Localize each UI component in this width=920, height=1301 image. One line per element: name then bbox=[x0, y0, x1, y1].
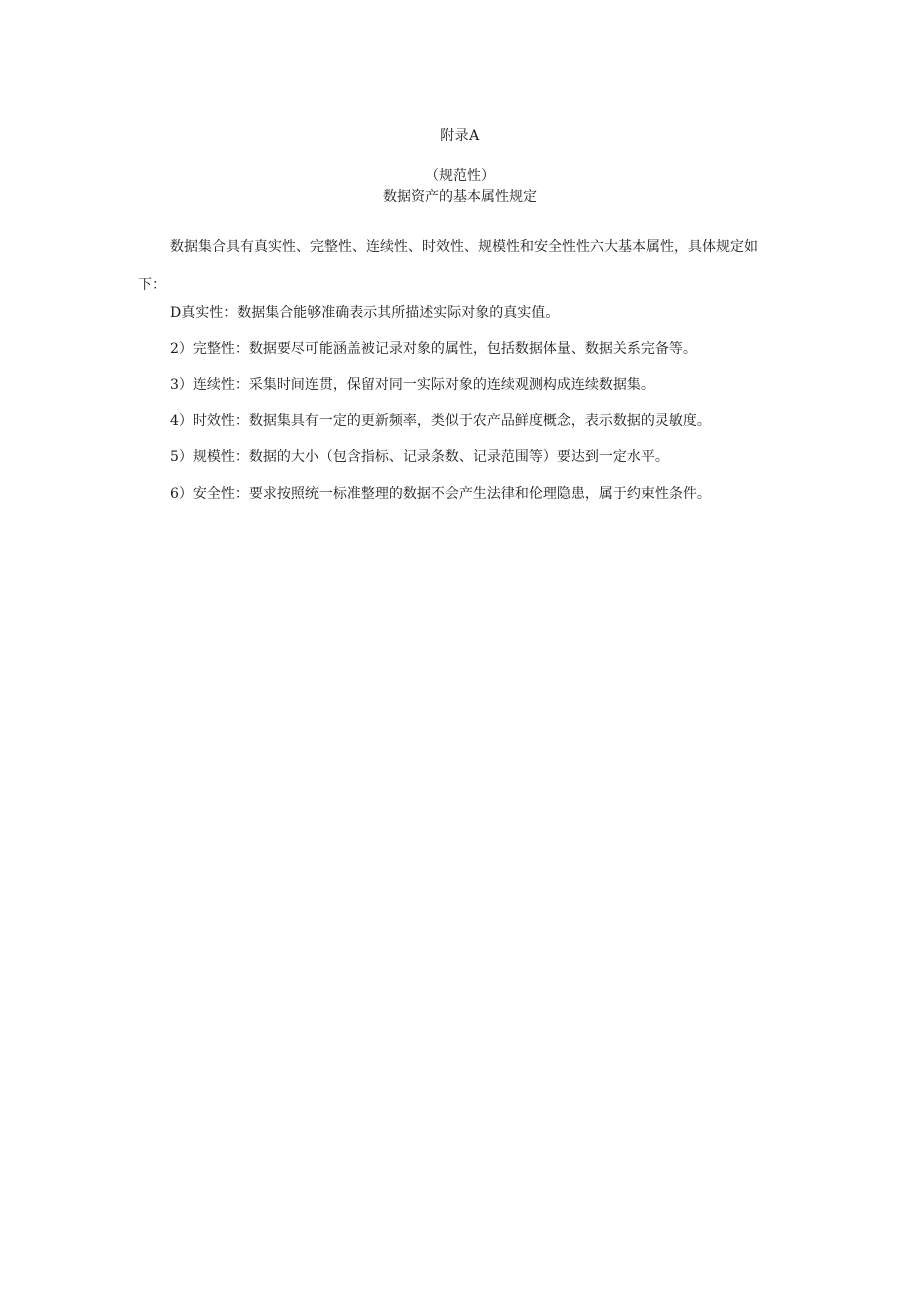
attribute-item-completeness: 2）完整性：数据要尽可能涵盖被记录对象的属性，包括数据体量、数据关系完备等。 bbox=[170, 341, 697, 357]
attribute-item-security: 6）安全性：要求按照统一标准整理的数据不会产生法律和伦理隐患，属于约束性条件。 bbox=[170, 486, 711, 502]
attribute-item-continuity: 3）连续性：采集时间连贯，保留对同一实际对象的连续观测构成连续数据集。 bbox=[170, 377, 655, 393]
attribute-item-authenticity: D真实性：数据集合能够准确表示其所描述实际对象的真实值。 bbox=[170, 305, 560, 321]
appendix-title: 附录A bbox=[440, 128, 480, 144]
attribute-item-timeliness: 4）时效性：数据集具有一定的更新频率，类似于农产品鲜度概念，表示数据的灵敏度。 bbox=[170, 413, 711, 429]
appendix-subtitle: 数据资产的基本属性规定 bbox=[383, 189, 537, 205]
intro-paragraph: 数据集合具有真实性、完整性、连续性、时效性、规模性和安全性性六大基本属性，具体规定如下： bbox=[138, 239, 758, 293]
normative-note: （规范性） bbox=[425, 168, 495, 184]
attribute-item-scale: 5）规模性：数据的大小（包含指标、记录条数、记录范围等）要达到一定水平。 bbox=[170, 449, 669, 465]
